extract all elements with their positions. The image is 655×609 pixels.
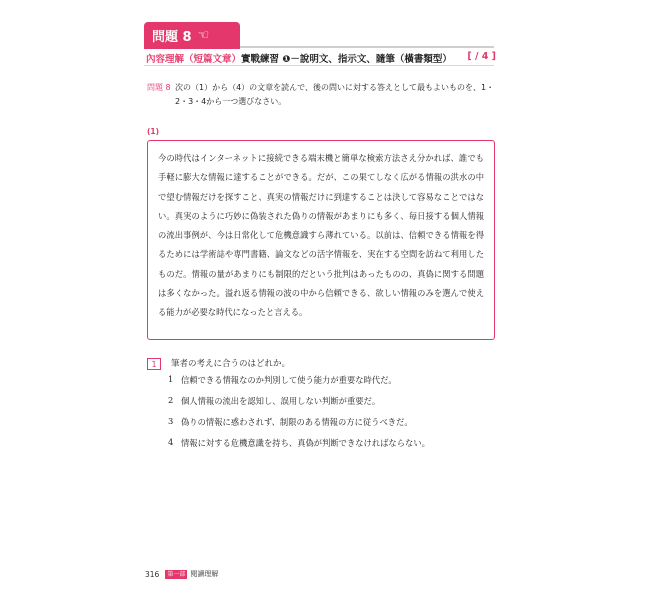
question-instruction: 次の（1）から（4）の文章を読んで、後の問いに対する答えとして最もよいものを、1・2・3・4から一つ選びなさい。	[175, 83, 495, 106]
answer-options	[168, 374, 488, 458]
question-label: 問題 8	[147, 83, 171, 92]
question-number-box: 1	[147, 358, 161, 370]
section-title-band	[144, 22, 240, 48]
option-number: 2	[168, 395, 174, 405]
answer-option[interactable]	[168, 395, 488, 416]
page-footer	[145, 569, 218, 579]
reading-passage	[147, 140, 495, 340]
header-divider-accent	[144, 46, 240, 49]
answer-option[interactable]	[168, 374, 488, 395]
pointing-hand-icon: ☜	[197, 27, 210, 43]
option-number: 4	[168, 437, 174, 447]
option-text: 個人情報の流出を認知し、誤用しない判断が重要だ。	[181, 396, 381, 406]
passage-text: 今の時代はインターネットに接続できる端末機と簡単な検索方法さえ分かれば、誰でも手軽に膨大な情報に達することができる。だが、この果てしなく広がる情報の洪水の中で望む情報だけを探すこと、真実の情報だけに到達することは決して容易なことではない。真実のように巧妙に偽装された偽りの情報があまりにも多く、毎日接する個人情報の流出事例が、今は日常化して危機意識すら薄れている。以前は、信頼できる情報を得るためには学術誌や専門書籍、論文などの活字情報を、実在する空間を訪ねて利用したものだ。情報の量があまりにも制限的だという批判はあったものの、真偽に関する問題は多くなかった。溢れ返る情報の波の中から信頼できる、欲しい情報のみを選んで使える能力が必要な時代になったと言える。	[158, 153, 484, 318]
option-text: 情報に対する危機意識を持ち、真偽が判断できなければならない。	[181, 438, 430, 448]
subtitle-exercise: 實戰練習 ❶－說明文、指示文、隨筆（橫書類型）	[241, 54, 452, 65]
footer-tag: 第一部	[167, 570, 186, 578]
question-text: 筆者の考えに合うのはどれか。	[171, 359, 291, 369]
section-subtitle	[146, 51, 496, 65]
subtitle-divider	[144, 65, 494, 66]
answer-option[interactable]	[168, 437, 488, 458]
option-text: 信頼できる情報なのか判別して使う能力が重要な時代だ。	[181, 375, 397, 385]
score-box: [ / 4 ]	[467, 51, 496, 62]
option-number: 3	[168, 416, 174, 426]
option-number: 1	[168, 374, 174, 384]
subtitle-category: 內容理解（短篇文章）	[146, 54, 242, 65]
part-label: (1)	[147, 127, 160, 136]
page-number: 316	[145, 569, 160, 579]
footer-section: 閱讀理解	[190, 570, 219, 578]
answer-option[interactable]	[168, 416, 488, 437]
section-title: 問題 8	[152, 29, 192, 45]
option-text: 偽りの情報に惑わされず、制限のある情報の方に従うべきだ。	[181, 417, 413, 427]
